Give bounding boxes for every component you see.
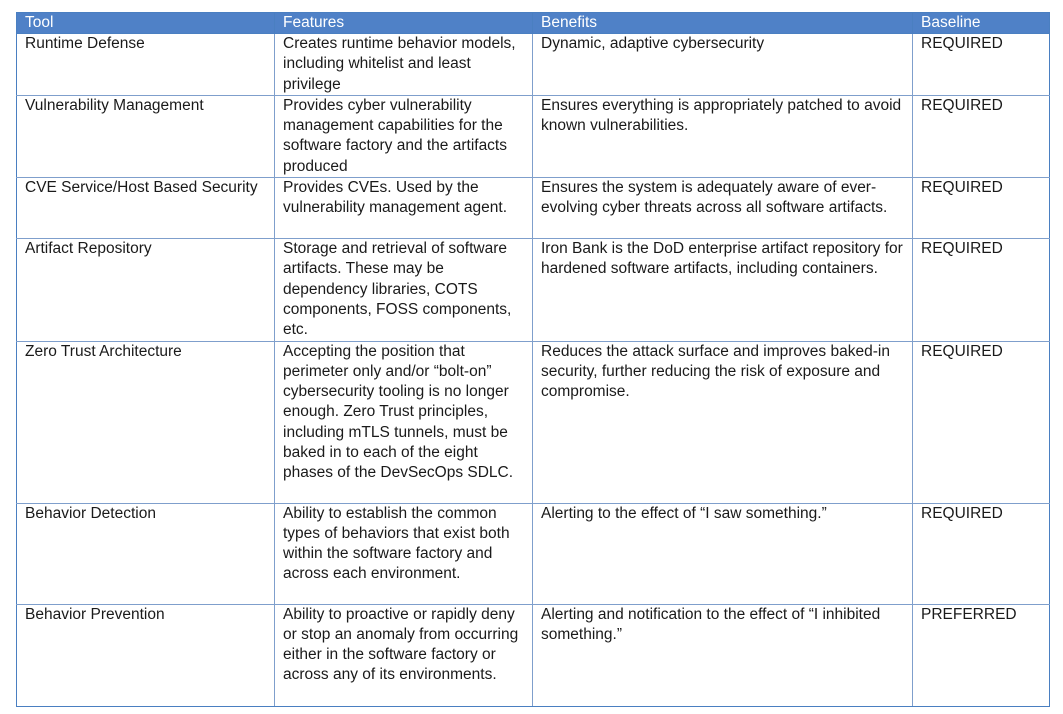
cell-tool: Behavior Detection [17, 503, 275, 604]
cell-tool: Zero Trust Architecture [17, 341, 275, 503]
cell-features: Creates runtime behavior models, including whitelist and least privilege [275, 34, 533, 96]
cell-benefits: Reduces the attack surface and improves baked-in security, further reducing the risk of exposure and compromise. [533, 341, 913, 503]
header-tool: Tool [17, 13, 275, 34]
header-row [17, 13, 1050, 34]
table-row [17, 341, 1050, 503]
cell-benefits: Ensures everything is appropriately patched to avoid known vulnerabilities. [533, 95, 913, 177]
header-baseline: Baseline [913, 13, 1050, 34]
cell-tool: Artifact Repository [17, 239, 275, 341]
cell-benefits: Ensures the system is adequately aware of ever-evolving cyber threats across all software artifacts. [533, 178, 913, 239]
cell-baseline: PREFERRED [913, 604, 1050, 706]
table-header [17, 13, 1050, 34]
cell-features: Provides CVEs. Used by the vulnerability management agent. [275, 178, 533, 239]
cell-baseline: REQUIRED [913, 503, 1050, 604]
table-row [17, 503, 1050, 604]
table-row [17, 604, 1050, 706]
cell-baseline: REQUIRED [913, 34, 1050, 96]
cell-benefits: Dynamic, adaptive cybersecurity [533, 34, 913, 96]
table-row [17, 34, 1050, 96]
cell-benefits: Alerting and notification to the effect of “I inhibited something.” [533, 604, 913, 706]
cell-tool: Behavior Prevention [17, 604, 275, 706]
table-body [17, 34, 1050, 707]
table-row [17, 95, 1050, 177]
cell-features: Accepting the position that perimeter only and/or “bolt-on” cybersecurity tooling is no longer enough. Zero Trust principles, including mTLS tunnels, must be baked in to each of the eight phases of the DevSecOps SDLC. [275, 341, 533, 503]
cell-tool: Runtime Defense [17, 34, 275, 96]
cell-baseline: REQUIRED [913, 341, 1050, 503]
cell-baseline: REQUIRED [913, 239, 1050, 341]
cell-baseline: REQUIRED [913, 178, 1050, 239]
cell-benefits: Alerting to the effect of “I saw something.” [533, 503, 913, 604]
cell-features: Ability to proactive or rapidly deny or stop an anomaly from occurring either in the software factory or across any of its environments. [275, 604, 533, 706]
header-features: Features [275, 13, 533, 34]
cell-features: Storage and retrieval of software artifacts. These may be dependency libraries, COTS components, FOSS components, etc. [275, 239, 533, 341]
cell-tool: CVE Service/Host Based Security [17, 178, 275, 239]
cell-tool: Vulnerability Management [17, 95, 275, 177]
cell-features: Provides cyber vulnerability management capabilities for the software factory and the artifacts produced [275, 95, 533, 177]
header-benefits: Benefits [533, 13, 913, 34]
table-row [17, 178, 1050, 239]
table-row [17, 239, 1050, 341]
cell-baseline: REQUIRED [913, 95, 1050, 177]
cell-features: Ability to establish the common types of behaviors that exist both within the software factory and across each environment. [275, 503, 533, 604]
cell-benefits: Iron Bank is the DoD enterprise artifact repository for hardened software artifacts, including containers. [533, 239, 913, 341]
security-tools-table [16, 12, 1050, 707]
